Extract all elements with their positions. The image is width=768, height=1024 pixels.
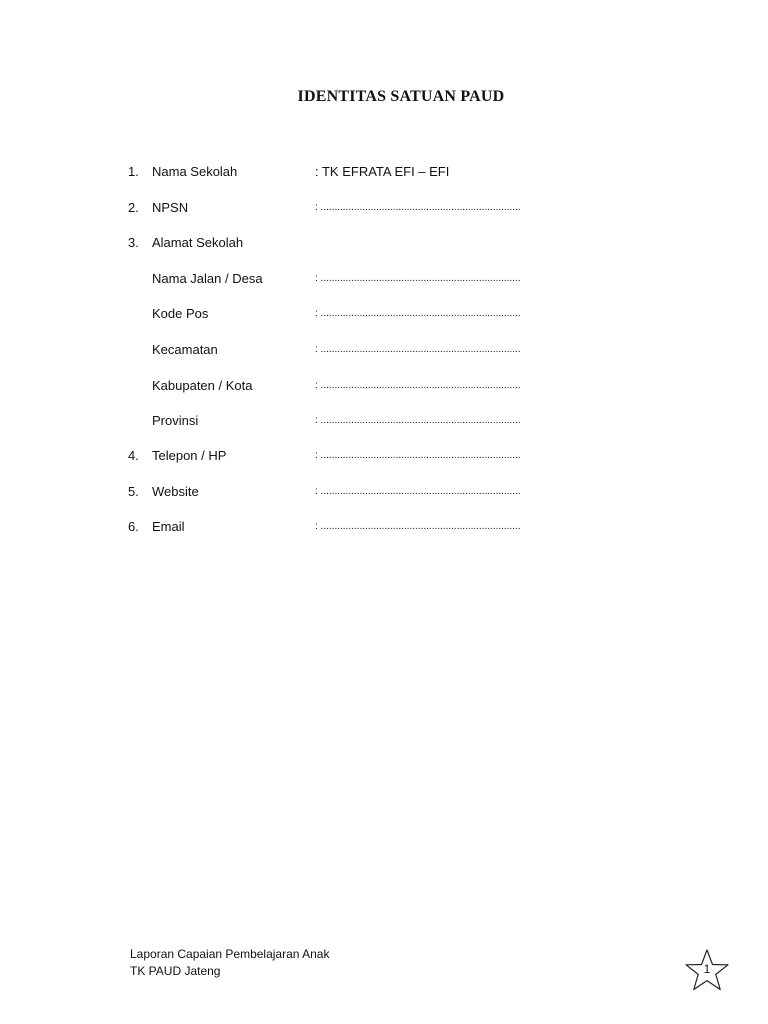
form-row-kabupaten <box>0 374 768 398</box>
footer-report-title: Laporan Capaian Pembelajaran Anak <box>130 947 330 961</box>
row-label: Nama Sekolah <box>152 164 238 179</box>
form-row-website <box>0 480 768 504</box>
page-footer <box>130 946 329 980</box>
row-value-blank: : ........................................................................ <box>315 450 521 461</box>
row-value: : TK EFRATA EFI – EFI <box>315 164 450 179</box>
row-label: Email <box>152 519 185 534</box>
row-number: 4. <box>128 448 139 463</box>
form-row-npsn <box>0 196 768 220</box>
form-row-nama-jalan <box>0 267 768 291</box>
form-row-kode-pos <box>0 302 768 326</box>
row-number: 3. <box>128 235 139 250</box>
footer-school-name: TK PAUD Jateng <box>130 964 221 978</box>
page-title: IDENTITAS SATUAN PAUD <box>297 88 505 105</box>
row-value-blank: : ........................................................................ <box>315 486 521 497</box>
row-value-blank: : ........................................................................ <box>315 380 521 391</box>
row-label: NPSN <box>152 200 189 215</box>
row-value-blank: : ........................................................................ <box>315 415 521 426</box>
row-label: Website <box>152 484 199 499</box>
form-row-email <box>0 515 768 539</box>
row-label: Kabupaten / Kota <box>152 378 253 393</box>
row-number: 6. <box>128 519 139 534</box>
row-number: 2. <box>128 200 139 215</box>
row-value-blank: : ........................................................................ <box>315 308 521 319</box>
row-label: Alamat Sekolah <box>152 235 244 250</box>
row-number: 5. <box>128 484 139 499</box>
row-value-blank: : ........................................................................ <box>315 521 521 532</box>
row-label: Kode Pos <box>152 306 209 321</box>
form-row-provinsi <box>0 409 768 433</box>
row-value-blank: : ........................................................................ <box>315 202 521 213</box>
page-number: 1 <box>703 962 711 976</box>
row-value-blank: : ........................................................................ <box>315 344 521 355</box>
row-label: Provinsi <box>152 413 199 428</box>
row-value-blank: : ........................................................................ <box>315 273 521 284</box>
form-row-alamat-sekolah <box>0 231 768 255</box>
row-number: 1. <box>128 164 139 179</box>
row-label: Telepon / HP <box>152 448 227 463</box>
row-label: Nama Jalan / Desa <box>152 271 263 286</box>
row-label: Kecamatan <box>152 342 218 357</box>
form-row-kecamatan <box>0 338 768 362</box>
form-row-telepon <box>0 444 768 468</box>
form-row-nama-sekolah <box>0 160 768 184</box>
